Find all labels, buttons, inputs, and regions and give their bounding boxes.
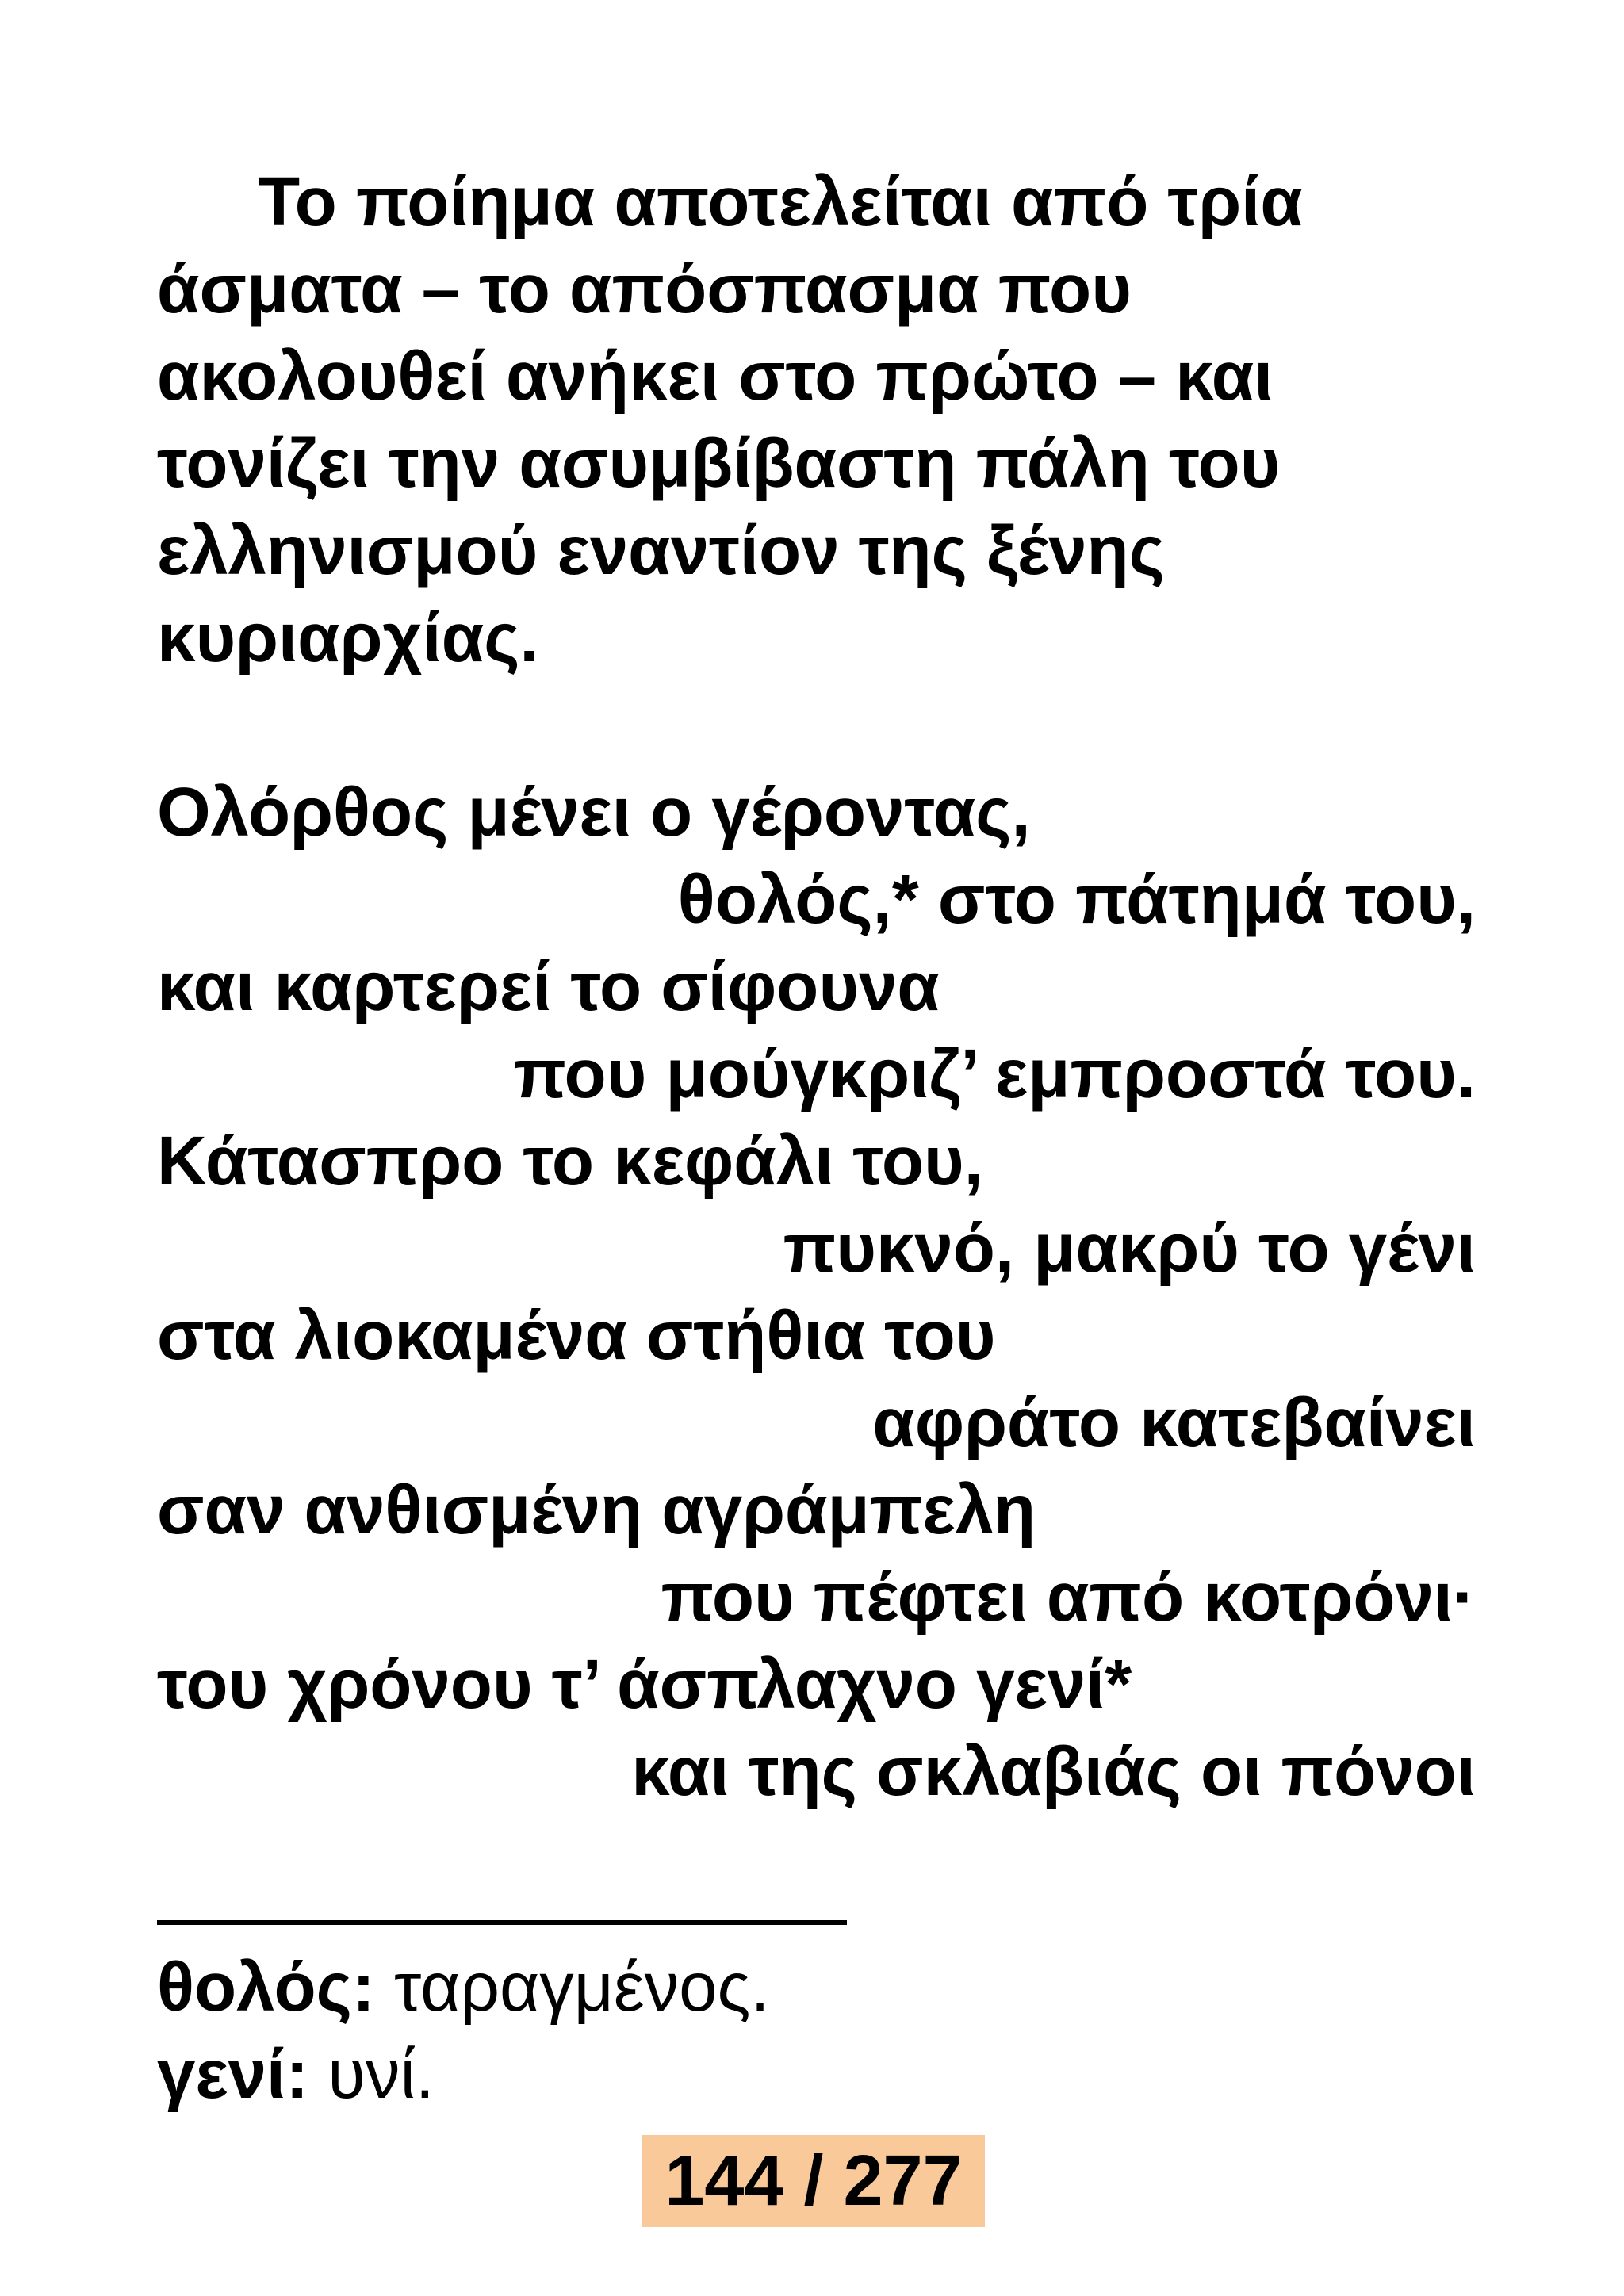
intro-line: Το ποίημα αποτελείται από τρία — [258, 163, 1303, 240]
intro-line: ακολουθεί ανήκει στο πρώτο – και — [157, 338, 1274, 415]
intro-line: τονίζει την ασυμβίβαστη πάλη του — [157, 425, 1281, 502]
footnote-divider — [157, 1920, 847, 1925]
poem-line: σαν ανθισμένη αγράμπελη — [157, 1471, 1036, 1548]
poem-line: και της σκλαβιάς οι πόνοι — [631, 1733, 1476, 1810]
poem-line: που πέφτει από κοτρόνι· — [661, 1559, 1476, 1636]
footnote-separator: : — [285, 2036, 328, 2113]
footnote-definition: ταραγμένος. — [394, 1949, 770, 2026]
page-number: 144 / 277 — [642, 2135, 985, 2227]
poem-line: Κάτασπρο το κεφάλι του, — [157, 1123, 983, 1200]
footnote-separator: : — [351, 1949, 395, 2026]
poem-line: πυκνό, μακρύ το γένι — [783, 1210, 1476, 1287]
poem-line: που μούγκριζ’ εμπροστά του. — [513, 1035, 1476, 1112]
footnote-term: γενί — [157, 2036, 286, 2113]
poem-line: Ολόρθος μένει ο γέροντας, — [157, 774, 1031, 851]
intro-line: κυριαρχίας. — [157, 599, 539, 676]
poem-line: του χρόνου τ’ άσπλαχνο γενί* — [157, 1646, 1132, 1723]
poem-line: στα λιοκαμένα στήθια του — [157, 1297, 996, 1374]
footnote — [157, 2031, 435, 2118]
poem-line: αφράτο κατεβαίνει — [872, 1384, 1476, 1461]
footnote-term: θολός — [157, 1949, 352, 2026]
footnote-definition: υνί. — [327, 2036, 435, 2113]
poem-line: και καρτερεί το σίφουνα — [157, 948, 940, 1025]
footnote — [157, 1944, 770, 2031]
intro-line: ελληνισμού εναντίον της ξένης — [157, 512, 1165, 589]
intro-line: άσματα – το απόσπασμα που — [157, 251, 1132, 327]
poem-line: θολός,* στο πάτημά του, — [677, 861, 1476, 938]
